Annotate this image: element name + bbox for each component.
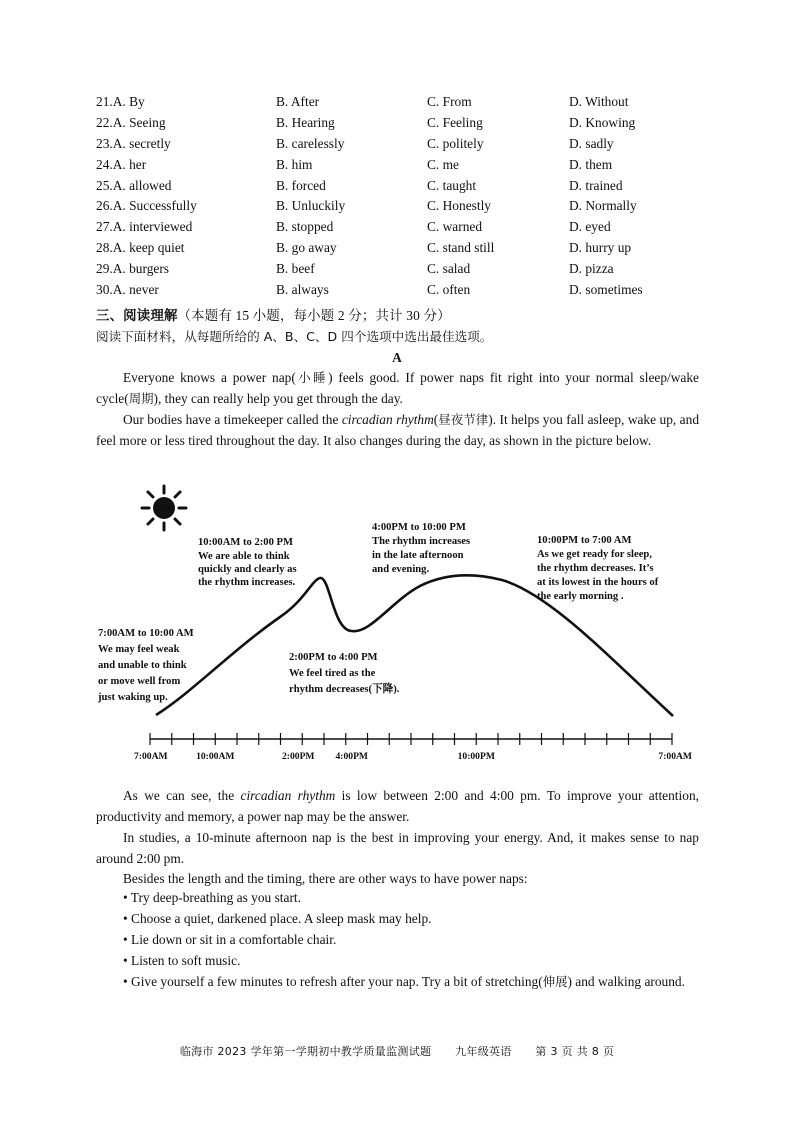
list-item: • Lie down or sit in a comfortable chair.: [123, 931, 337, 947]
svg-text:the rhythm increases.: the rhythm increases.: [198, 577, 296, 588]
option-b: B. forced: [276, 177, 326, 193]
option-c: C. often: [427, 282, 471, 298]
svg-text:just waking up.: just waking up.: [98, 692, 168, 703]
option-a: 23.A. secretly: [96, 135, 171, 151]
option-d: D. trained: [569, 177, 623, 193]
moon-icon: [498, 490, 522, 525]
tick-label: 7:00AM: [658, 751, 692, 762]
option-row: [96, 259, 716, 280]
option-c: C. me: [427, 156, 459, 172]
svg-text:We may feel weak: We may feel weak: [98, 644, 180, 655]
option-a: 26.A. Successfully: [96, 198, 197, 214]
svg-text:As we get ready for sleep,: As we get ready for sleep,: [537, 549, 652, 560]
option-d: D. pizza: [569, 261, 614, 277]
annotation-evening: [372, 522, 470, 575]
option-c: C. Honestly: [427, 198, 491, 214]
option-row: [96, 238, 716, 259]
option-c: C. stand still: [427, 240, 495, 256]
option-a: 27.A. interviewed: [96, 219, 193, 235]
x-axis: [134, 733, 692, 762]
option-d: D. Without: [569, 94, 629, 109]
footer-exam-title: 临海市 2023 学年第一学期初中教学质量监测试题: [179, 1045, 432, 1058]
svg-text:10:00PM to 7:00 AM: 10:00PM to 7:00 AM: [537, 535, 632, 546]
option-d: D. Knowing: [569, 114, 636, 130]
option-c: C. Feeling: [427, 114, 483, 130]
footer-subject: 九年级英语: [455, 1045, 512, 1058]
option-row: [96, 134, 716, 155]
list-item: • Give yourself a few minutes to refresh after your nap. Try a bit of stretching(伸展) and walking around.: [123, 973, 685, 989]
option-row: [96, 155, 716, 176]
svg-text:or move well from: or move well from: [98, 676, 181, 687]
option-c: C. warned: [427, 219, 483, 235]
paragraph-2: Our bodies have a timekeeper called the circadian rhythm(昼夜节律). It helps you fall asleep, wake up, and feel more or less tired throughout the day. It also changes during the day, as shown in the picture below.: [96, 412, 700, 448]
option-a: 24.A. her: [96, 156, 147, 172]
option-c: C. From: [427, 94, 472, 109]
option-b: B. Hearing: [276, 114, 335, 130]
annotation-late-morning: [198, 537, 297, 588]
tick-label: 10:00AM: [196, 751, 235, 762]
section-subtitle: （本题有 15 小题，每小题 2 分；共计 30 分）: [177, 308, 451, 323]
tick-label: 7:00AM: [134, 751, 168, 762]
footer-page-number: 第 3 页 共 8 页: [535, 1045, 615, 1058]
option-row: [96, 217, 716, 238]
section-title-text: 三、阅读理解: [96, 309, 178, 324]
option-d: D. hurry up: [569, 240, 632, 256]
svg-text:10:00AM to 2:00 PM: 10:00AM to 2:00 PM: [198, 537, 294, 548]
option-d: D. them: [569, 156, 613, 172]
section-instruction: 阅读下面材料，从每题所给的 A、B、C、D 四个选项中选出最佳选项。: [96, 329, 493, 344]
paragraph-4: In studies, a 10-minute afternoon nap is the best in improving your energy. And, it makes sense to nap around 2:00 pm.: [96, 830, 699, 866]
svg-text:the rhythm decreases. It’s: the rhythm decreases. It’s: [537, 563, 654, 574]
option-d: D. Normally: [569, 198, 637, 214]
list-item: • Listen to soft music.: [123, 952, 241, 968]
option-b: B. go away: [276, 240, 337, 256]
option-b: B. Unluckily: [276, 198, 346, 214]
section-title: [96, 306, 451, 327]
list-item: • Try deep-breathing as you start.: [123, 890, 301, 905]
svg-text:We are able to think: We are able to think: [198, 551, 290, 562]
passage-label: A: [392, 350, 402, 365]
option-a: 29.A. burgers: [96, 261, 170, 277]
svg-text:The rhythm increases: The rhythm increases: [372, 536, 471, 547]
option-row: [96, 280, 716, 301]
circadian-rhythm-chart: [90, 482, 710, 774]
option-a: 28.A. keep quiet: [96, 240, 185, 256]
svg-text:4:00PM to 10:00 PM: 4:00PM to 10:00 PM: [372, 522, 466, 533]
option-a: 30.A. never: [96, 282, 159, 298]
svg-text:at its lowest in the hours of: at its lowest in the hours of: [537, 577, 659, 588]
tick-label: 2:00PM: [281, 751, 315, 762]
option-row: [96, 92, 716, 113]
option-d: D. eyed: [569, 219, 611, 235]
option-d: D. sadly: [569, 135, 614, 151]
svg-text:2:00PM to 4:00 PM: 2:00PM to 4:00 PM: [289, 652, 378, 663]
option-b: B. stopped: [276, 219, 334, 235]
option-b: B. always: [276, 282, 329, 298]
paragraph-1: Everyone knows a power nap(小睡) feels good. If power naps fit right into your normal sleep/wake cycle(周期), they can really help you get through the day.: [96, 370, 699, 406]
tips-list: [96, 888, 699, 993]
option-c: C. salad: [427, 261, 471, 277]
option-row: [96, 196, 716, 217]
option-c: C. politely: [427, 135, 484, 151]
option-c: C. taught: [427, 177, 477, 193]
svg-text:quickly and clearly as: quickly and clearly as: [198, 564, 297, 575]
list-item: • Choose a quiet, darkened place. A sleep mask may help.: [123, 910, 432, 926]
option-b: B. carelessly: [276, 135, 345, 151]
annotation-morning: [97, 628, 194, 703]
svg-text:the early morning .: the early morning .: [537, 591, 624, 602]
option-row: [96, 113, 716, 134]
sun-icon: [142, 486, 186, 530]
tick-label: 4:00PM: [335, 751, 369, 762]
paragraph-5: Besides the length and the timing, there are other ways to have power naps:: [123, 871, 528, 886]
svg-text:We feel tired as the: We feel tired as the: [289, 668, 376, 679]
option-a: 21.A. By: [96, 94, 145, 109]
option-row: [96, 176, 716, 197]
annotation-afternoon: [289, 652, 400, 695]
option-b: B. After: [276, 94, 320, 109]
option-a: 22.A. Seeing: [96, 114, 166, 130]
option-b: B. beef: [276, 261, 315, 277]
cloze-options: [96, 92, 716, 301]
option-b: B. him: [276, 156, 313, 172]
annotation-night: [537, 535, 659, 602]
page-footer: [0, 1043, 794, 1059]
svg-text:rhythm decreases(下降).: rhythm decreases(下降).: [289, 684, 400, 695]
option-d: D. sometimes: [569, 282, 643, 298]
paragraph-3: As we can see, the circadian rhythm is low between 2:00 and 4:00 pm. To improve your attention, productivity and memory, a power nap may be the answer.: [96, 788, 699, 824]
svg-text:and evening.: and evening.: [372, 564, 430, 575]
tick-label: 10:00PM: [457, 751, 495, 762]
svg-text:in the late afternoon: in the late afternoon: [372, 550, 464, 561]
option-a: 25.A. allowed: [96, 177, 172, 193]
svg-text:and unable to think: and unable to think: [98, 660, 187, 671]
svg-text:7:00AM to 10:00 AM: 7:00AM to 10:00 AM: [98, 628, 194, 639]
